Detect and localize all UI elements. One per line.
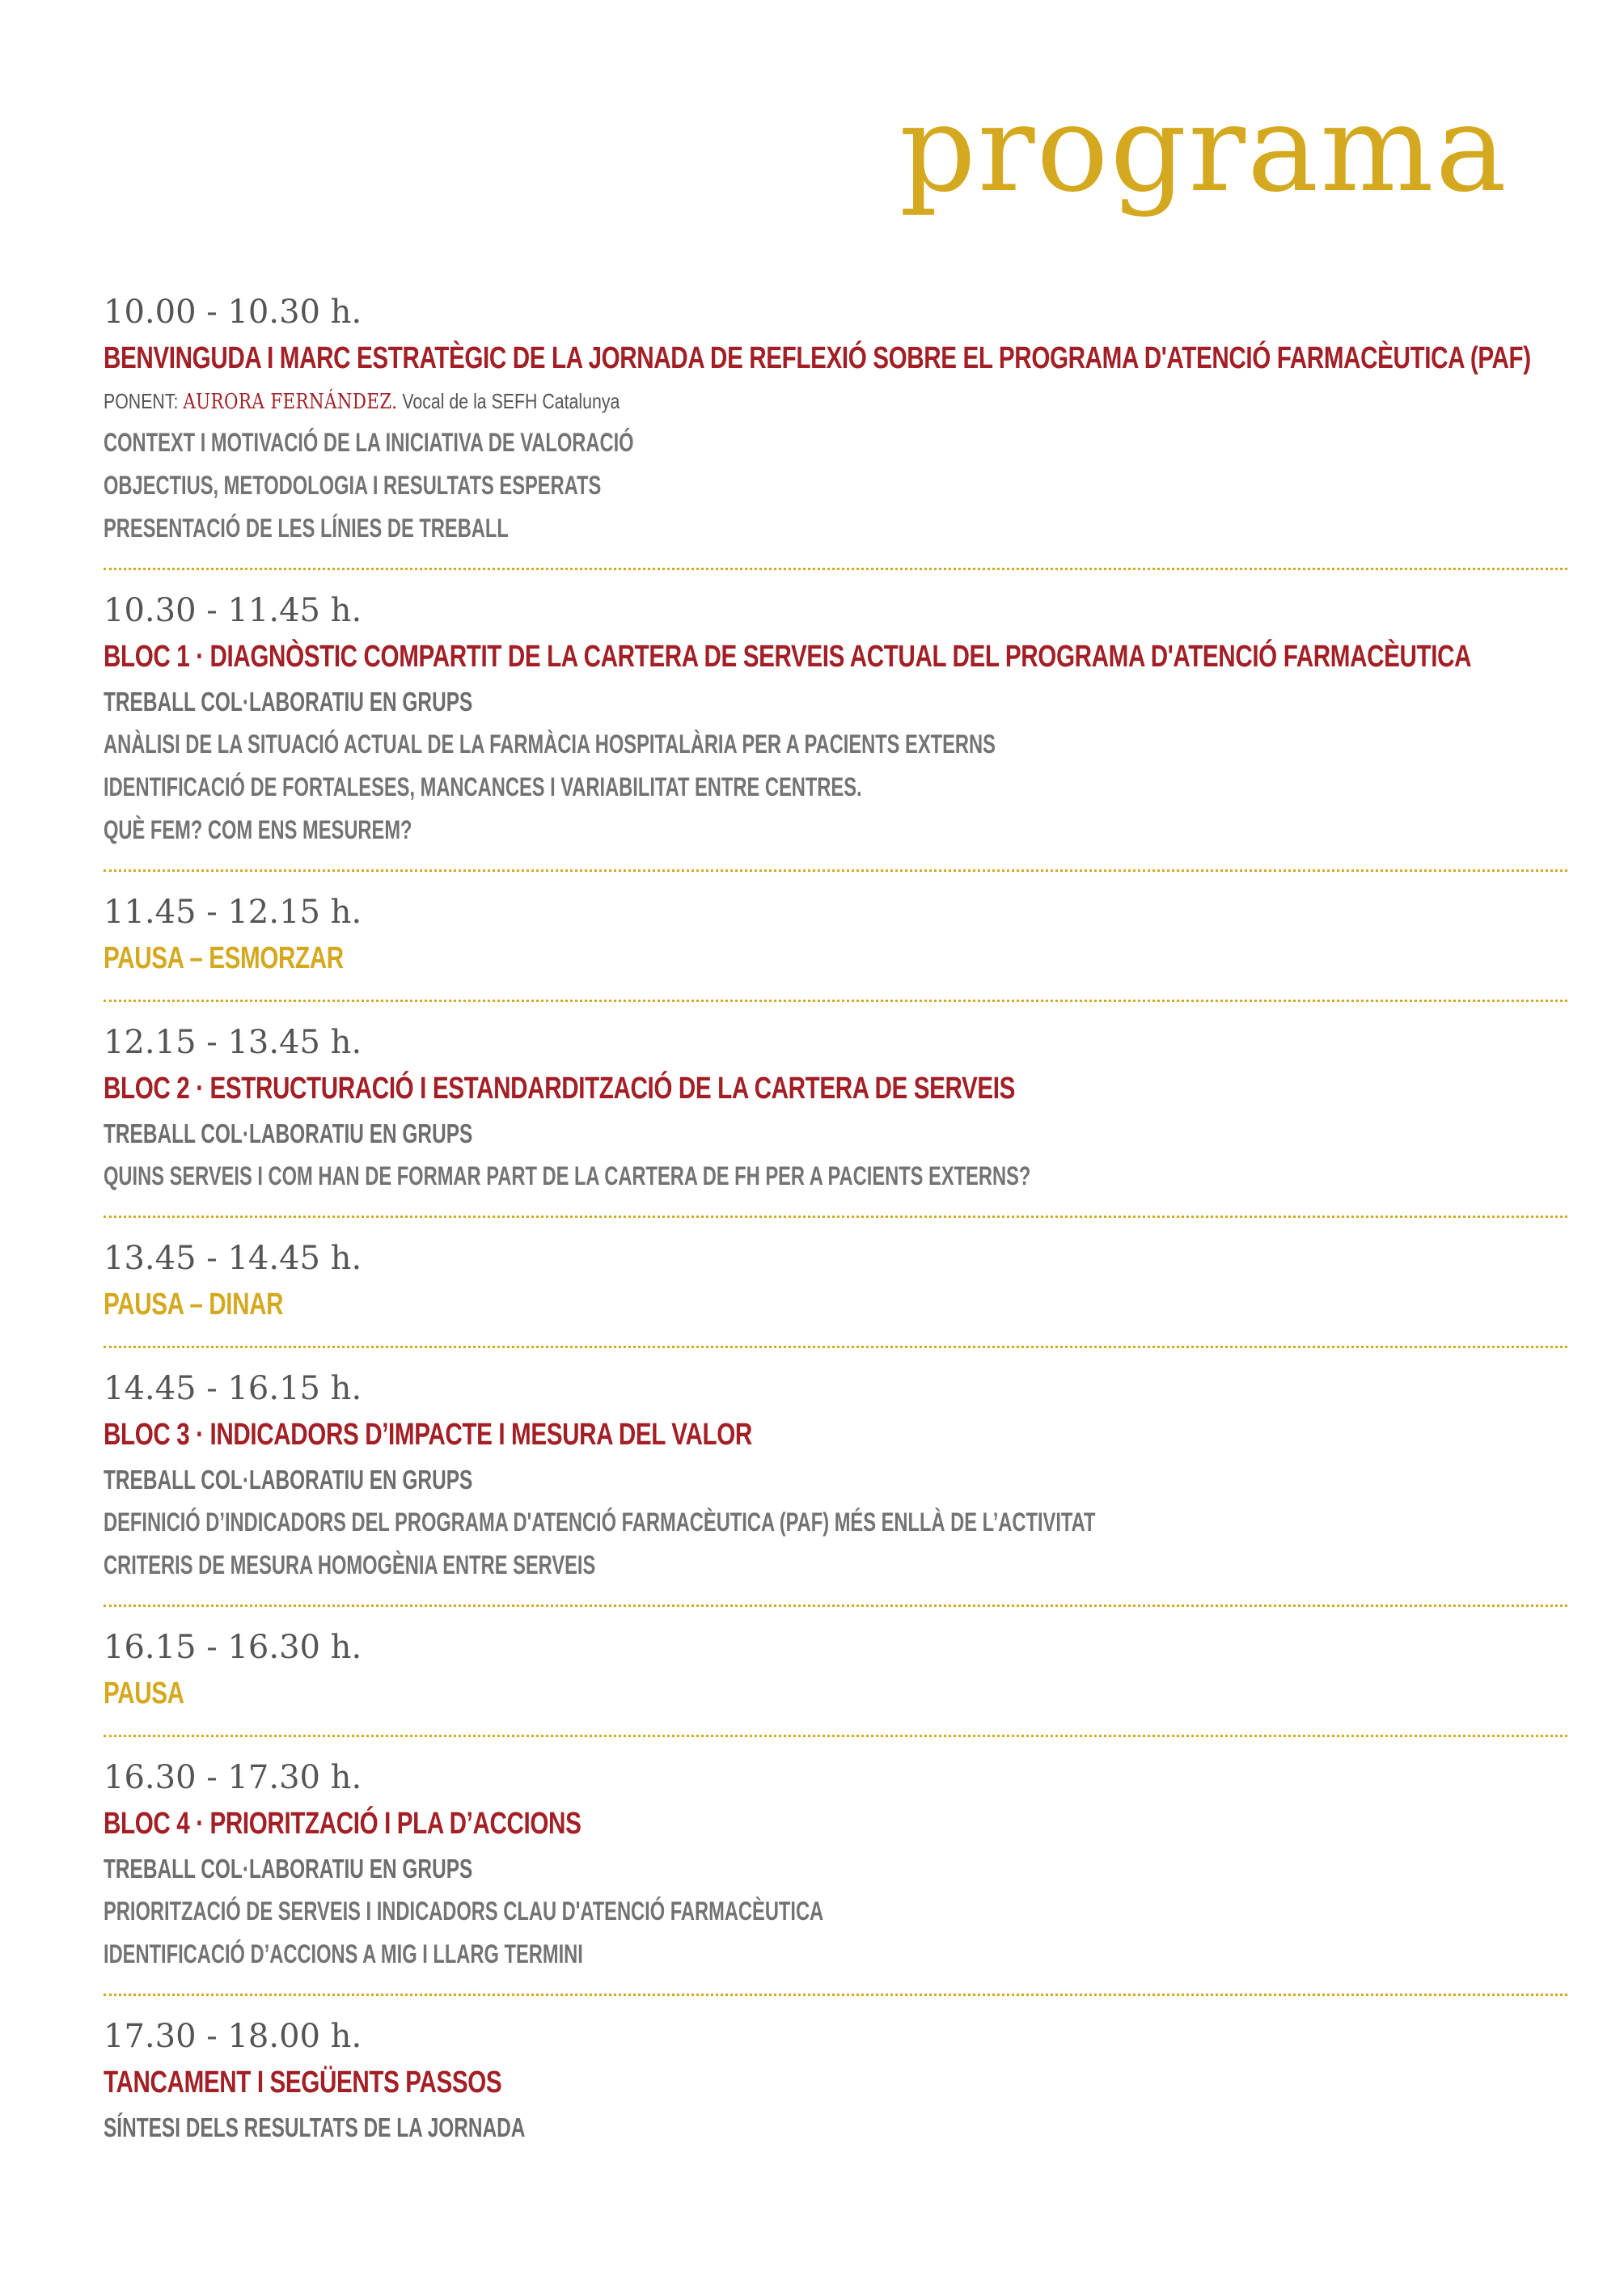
session-heading: BENVINGUDA I MARC ESTRATÈGIC DE LA JORNADA DE REFLEXIÓ SOBRE EL PROGRAMA D'ATENCIÓ FARMACÈUTICA (PAF) (104, 341, 1531, 375)
schedule-session (104, 588, 1567, 872)
session-heading: BLOC 1 · DIAGNÒSTIC COMPARTIT DE LA CARTERA DE SERVEIS ACTUAL DEL PROGRAMA D'ATENCIÓ FARMACÈUTICA (104, 640, 1472, 674)
session-heading: BLOC 2 · ESTRUCTURACIÓ I ESTANDARDITZACIÓ DE LA CARTERA DE SERVEIS (104, 1072, 1015, 1106)
session-detail: OBJECTIUS, METODOLOGIA I RESULTATS ESPERATS (104, 471, 602, 500)
schedule-session-break (104, 1236, 1567, 1348)
schedule-session (104, 1020, 1567, 1218)
session-time: 10.00 - 10.30 h. (104, 294, 362, 331)
schedule-session-break (104, 890, 1567, 1002)
session-speaker (104, 382, 1304, 421)
schedule-session-break (104, 1625, 1567, 1737)
speaker-name: AURORA FERNÁNDEZ. (183, 390, 398, 414)
session-subheading: TREBALL COL·LABORATIU EN GRUPS (104, 1854, 473, 1884)
session-time: 13.45 - 14.45 h. (104, 1240, 362, 1277)
session-time: 14.45 - 16.15 h. (104, 1370, 362, 1407)
session-subheading: SÍNTESI DELS RESULTATS DE LA JORNADA (104, 2112, 526, 2142)
session-heading: PAUSA (104, 1677, 184, 1710)
session-detail: CONTEXT I MOTIVACIÓ DE LA INICIATIVA DE VALORACIÓ (104, 428, 634, 457)
session-detail: PRIORITZACIÓ DE SERVEIS I INDICADORS CLAU D'ATENCIÓ FARMACÈUTICA (104, 1896, 824, 1926)
session-subheading: TREBALL COL·LABORATIU EN GRUPS (104, 687, 473, 717)
session-heading: PAUSA – ESMORZAR (104, 941, 344, 975)
session-detail: QUÈ FEM? COM ENS MESUREM? (104, 815, 412, 844)
schedule-session (104, 1755, 1567, 1996)
speaker-role: Vocal de la SEFH Catalunya (402, 389, 620, 413)
session-heading: BLOC 3 · INDICADORS D’IMPACTE I MESURA DEL VALOR (104, 1418, 752, 1452)
session-heading: TANCAMENT I SEGÜENTS PASSOS (104, 2066, 502, 2099)
session-subheading: TREBALL COL·LABORATIU EN GRUPS (104, 1118, 473, 1148)
session-detail: DEFINICIÓ D’INDICADORS DEL PROGRAMA D'ATENCIÓ FARMACÈUTICA (PAF) MÉS ENLLÀ DE L’ACTIVITAT (104, 1507, 1096, 1537)
session-detail: PRESENTACIÓ DE LES LÍNIES DE TREBALL (104, 514, 509, 543)
session-subheading: TREBALL COL·LABORATIU EN GRUPS (104, 1465, 473, 1495)
session-detail: ANÀLISI DE LA SITUACIÓ ACTUAL DE LA FARMÀCIA HOSPITALÀRIA PER A PACIENTS EXTERNS (104, 729, 996, 759)
session-time: 17.30 - 18.00 h. (104, 2018, 362, 2055)
session-detail: IDENTIFICACIÓ D’ACCIONS A MIG I LLARG TERMINI (104, 1939, 583, 1968)
session-heading: PAUSA – DINAR (104, 1288, 284, 1321)
session-heading: BLOC 4 · PRIORITZACIÓ I PLA D’ACCIONS (104, 1807, 582, 1841)
session-time: 12.15 - 13.45 h. (104, 1024, 362, 1061)
schedule-session (104, 290, 1567, 570)
session-detail: IDENTIFICACIÓ DE FORTALESES, MANCANCES I VARIABILITAT ENTRE CENTRES. (104, 772, 862, 801)
session-time: 10.30 - 11.45 h. (104, 592, 362, 629)
session-time: 11.45 - 12.15 h. (104, 894, 362, 931)
schedule (104, 290, 1567, 2184)
session-time: 16.15 - 16.30 h. (104, 1629, 362, 1666)
session-detail: QUINS SERVEIS I COM HAN DE FORMAR PART DE LA CARTERA DE FH PER A PACIENTS EXTERNS? (104, 1161, 1031, 1190)
session-detail: CRITERIS DE MESURA HOMOGÈNIA ENTRE SERVEIS (104, 1550, 596, 1579)
schedule-session (104, 2014, 1567, 2167)
session-time: 16.30 - 17.30 h. (104, 1759, 362, 1796)
schedule-session (104, 1366, 1567, 1607)
page-title: programa (899, 79, 1508, 218)
speaker-label: PONENT: (104, 389, 179, 413)
